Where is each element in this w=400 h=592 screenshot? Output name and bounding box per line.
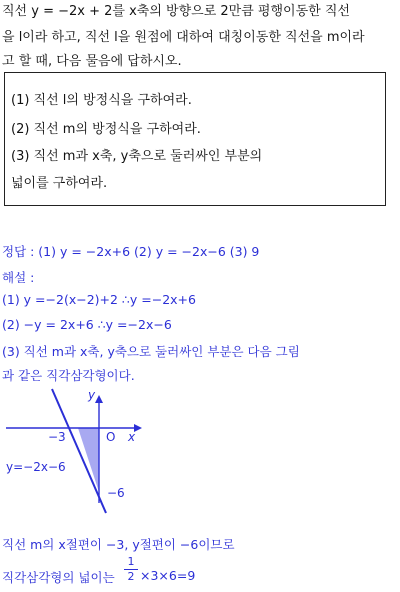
solution-title: 해설 : [2, 270, 35, 285]
conclusion-2-suffix: ×3×6=9 [140, 568, 196, 583]
answer-heading: 정답 : (1) y = −2x+6 (2) y = −2x−6 (3) 9 [2, 244, 260, 259]
question-2: (2) 직선 m의 방정식을 구하여라. [11, 122, 201, 137]
x-axis-arrow-icon [134, 424, 142, 432]
line-equation-label: y=−2x−6 [6, 460, 66, 474]
conclusion-2-prefix: 직각삼각형의 넓이는 [2, 570, 115, 585]
x-axis-label: x [128, 430, 136, 444]
graph [0, 385, 150, 525]
x-intercept-label: −3 [48, 430, 66, 444]
question-1: (1) 직선 l의 방정식을 구하여라. [11, 93, 192, 108]
problem-line-3: 고 할 때, 다음 물음에 답하시오. [2, 54, 182, 69]
questions-box [4, 72, 386, 206]
conclusion-1: 직선 m의 x절편이 −3, y절편이 −6이므로 [2, 537, 235, 552]
y-intercept-label: −6 [107, 486, 125, 500]
shaded-triangle [78, 428, 99, 492]
solution-3a: (3) 직선 m과 x축, y축으로 둘러싸인 부분은 다음 그림 [2, 344, 300, 359]
solution-3b: 과 같은 직각삼각형이다. [2, 368, 135, 383]
question-3: (3) 직선 m과 x축, y축으로 둘러싸인 부분의 [11, 149, 263, 164]
solution-2: (2) −y = 2x+6 ∴y =−2x−6 [2, 317, 172, 332]
problem-line-1: 직선 y = −2x + 2를 x축의 방향으로 2만큼 평행이동한 직선 [2, 4, 350, 19]
question-3-cont: 넓이를 구하여라. [11, 176, 108, 191]
fraction-denominator: 2 [127, 570, 135, 583]
fraction [124, 556, 138, 583]
y-axis-arrow-icon [95, 395, 103, 403]
fraction-numerator: 1 [127, 555, 135, 568]
origin-label: O [106, 430, 116, 444]
solution-1: (1) y =−2(x−2)+2 ∴y =−2x+6 [2, 292, 196, 307]
problem-line-2: 을 l이라 하고, 직선 l을 원점에 대하여 대칭이동한 직선을 m이라 [2, 30, 365, 45]
y-axis-label: y [88, 388, 96, 402]
